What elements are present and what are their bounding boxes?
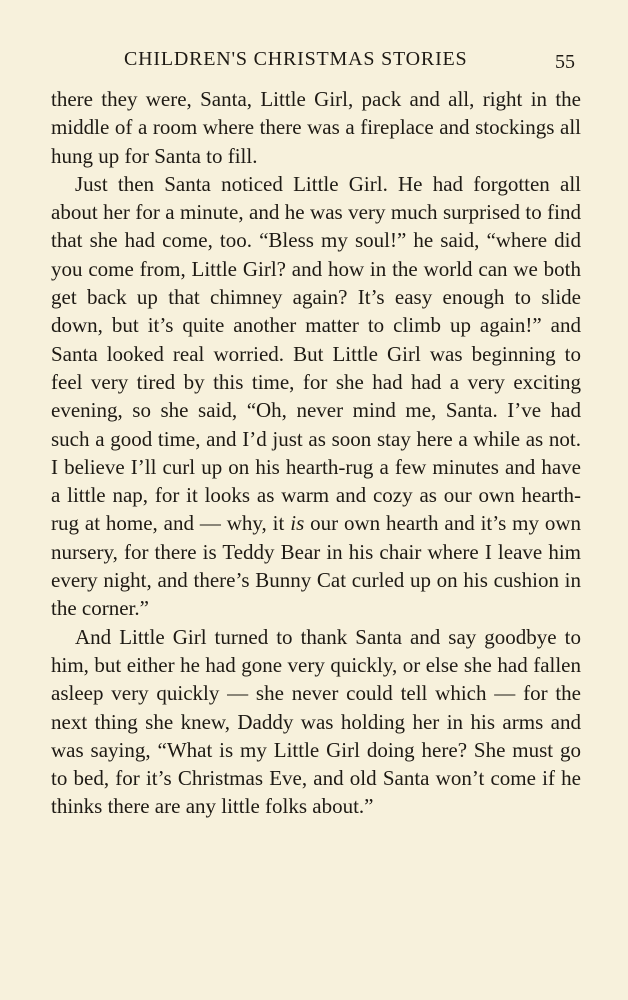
paragraph-2-text-a: Just then Santa noticed Little Girl. He had forgotten all about her for a minute, and he was very much surprised to find that she had come, too. “Bless my soul!” he said, “where did you come from, Little Girl? and how in the world can we both get back up that chimney again? It’s easy enough to slide down, but it’s quite another matter to climb up again!” and Santa looked real worried. But Little Girl was beginning to feel very tired by this time, for she had had a very exciting evening, so she said, “Oh, never mind me, Santa. I’ve had such a good time, and I’d just as soon stay here a while as not. I believe I’ll curl up on his hearth-rug a few minutes and have a little nap, for it looks as warm and cozy as our own hearth-rug at home, and — why, it [51, 171, 581, 536]
body-text [51, 85, 581, 821]
page-number: 55 [555, 51, 575, 73]
paragraph-3: And Little Girl turned to thank Santa and say goodbye to him, but either he had gone very quickly, or else she had fallen asleep very quickly — she never could tell which — for the next thing she knew, Daddy was holding her in his arms and was saying, “What is my Little Girl doing here? She must go to bed, for it’s Christmas Eve, and old Santa won’t come if he thinks there are any little folks about.” [51, 624, 581, 819]
running-title: CHILDREN'S CHRISTMAS STORIES [124, 48, 468, 70]
paragraph-2 [51, 170, 581, 623]
paragraph-1: there they were, Santa, Little Girl, pack and all, right in the middle of a room where there was a fireplace and stockings all hung up for Santa to fill. [51, 87, 581, 168]
emphasis-is: is [290, 511, 305, 536]
paragraph-2-text-b: our own hearth and it’s my own nursery, for there is Teddy Bear in his chair where I leave him every night, and there’s Bunny Cat curled up on his cushion in the corner.” [51, 511, 581, 621]
running-head [0, 46, 628, 76]
